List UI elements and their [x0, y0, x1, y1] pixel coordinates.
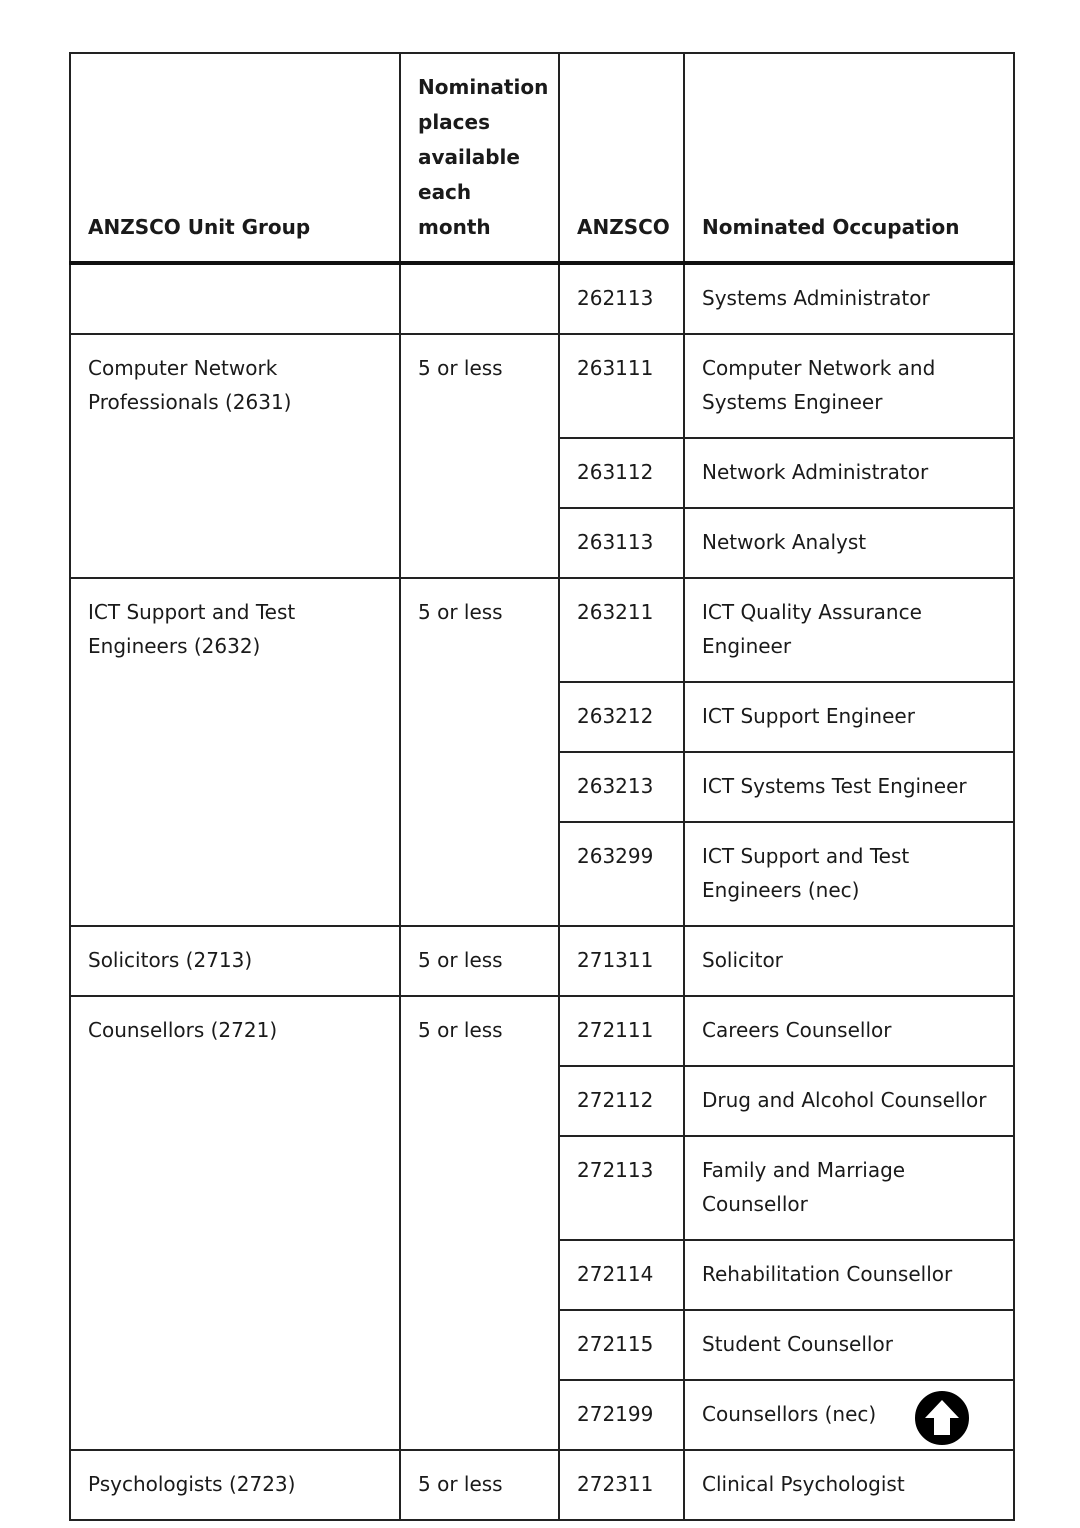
occupation-cell: Careers Counsellor [684, 996, 1014, 1066]
table-row [70, 1450, 1014, 1520]
occupation-cell: Network Analyst [684, 508, 1014, 578]
anzsco-code-cell: 271311 [559, 926, 684, 996]
places-cell: 5 or less [400, 578, 559, 926]
header-occupation: Nominated Occupation [684, 53, 1014, 263]
anzsco-code-cell: 263213 [559, 752, 684, 822]
occupation-cell: Rehabilitation Counsellor [684, 1240, 1014, 1310]
anzsco-code-cell: 262113 [559, 263, 684, 334]
places-cell: 5 or less [400, 996, 559, 1450]
table-row [70, 996, 1014, 1066]
anzsco-code-cell: 272311 [559, 1450, 684, 1520]
anzsco-code-cell: 272114 [559, 1240, 684, 1310]
places-cell [400, 263, 559, 334]
unit-group-cell: Counsellors (2721) [70, 996, 400, 1450]
unit-group-cell: Solicitors (2713) [70, 926, 400, 996]
occupation-cell: Network Administrator [684, 438, 1014, 508]
occupation-cell: Student Counsellor [684, 1310, 1014, 1380]
occupation-cell: Systems Administrator [684, 263, 1014, 334]
occupation-cell: Clinical Psychologist [684, 1450, 1014, 1520]
unit-group-cell [70, 263, 400, 334]
occupation-cell: Computer Network and Systems Engineer [684, 334, 1014, 438]
header-places: Nomination places available each month [400, 53, 559, 263]
occupation-cell: ICT Support Engineer [684, 682, 1014, 752]
header-row [70, 53, 1014, 263]
table-body [70, 263, 1014, 1520]
unit-group-cell: Computer Network Professionals (2631) [70, 334, 400, 578]
table-row [70, 926, 1014, 996]
anzsco-code-cell: 263212 [559, 682, 684, 752]
unit-group-cell: Psychologists (2723) [70, 1450, 400, 1520]
anzsco-code-cell: 263211 [559, 578, 684, 682]
occupation-cell: Drug and Alcohol Counsellor [684, 1066, 1014, 1136]
table-header [70, 53, 1014, 263]
occupation-cell: Counsellors (nec) [684, 1380, 1014, 1450]
occupation-table [69, 52, 1015, 1521]
anzsco-code-cell: 263112 [559, 438, 684, 508]
places-cell: 5 or less [400, 1450, 559, 1520]
occupation-cell: ICT Systems Test Engineer [684, 752, 1014, 822]
header-unit-group: ANZSCO Unit Group [70, 53, 400, 263]
arrow-up-circle-icon [915, 1391, 969, 1445]
unit-group-cell: ICT Support and Test Engineers (2632) [70, 578, 400, 926]
scroll-to-top-button[interactable] [912, 1388, 972, 1448]
header-anzsco: ANZSCO [559, 53, 684, 263]
occupation-cell: Family and Marriage Counsellor [684, 1136, 1014, 1240]
places-cell: 5 or less [400, 926, 559, 996]
anzsco-code-cell: 272113 [559, 1136, 684, 1240]
anzsco-code-cell: 263111 [559, 334, 684, 438]
table-row [70, 263, 1014, 334]
anzsco-code-cell: 272115 [559, 1310, 684, 1380]
occupation-cell: Solicitor [684, 926, 1014, 996]
places-cell: 5 or less [400, 334, 559, 578]
table-row [70, 578, 1014, 682]
occupation-cell: ICT Quality Assurance Engineer [684, 578, 1014, 682]
anzsco-code-cell: 272111 [559, 996, 684, 1066]
table-row [70, 334, 1014, 438]
anzsco-code-cell: 272112 [559, 1066, 684, 1136]
anzsco-code-cell: 263113 [559, 508, 684, 578]
anzsco-code-cell: 272199 [559, 1380, 684, 1450]
anzsco-code-cell: 263299 [559, 822, 684, 926]
occupation-cell: ICT Support and Test Engineers (nec) [684, 822, 1014, 926]
